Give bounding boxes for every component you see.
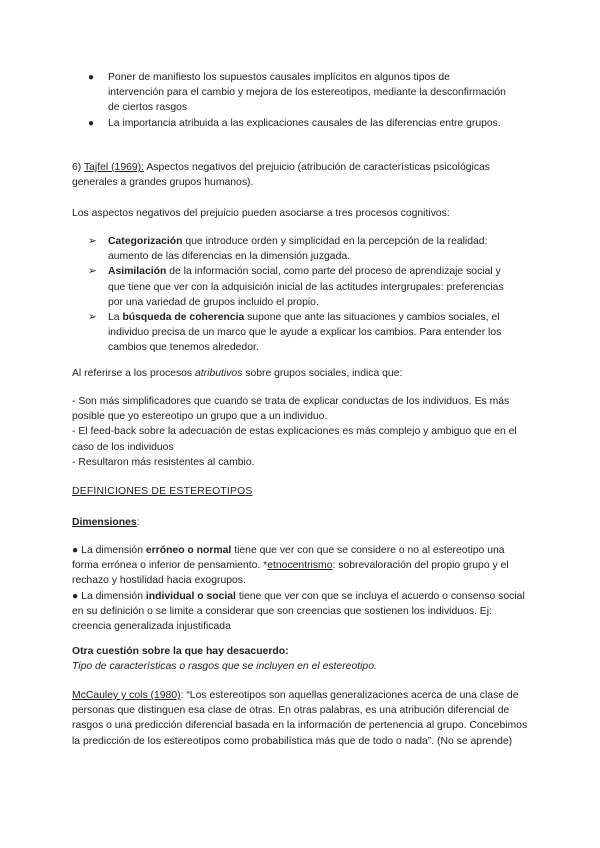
- bullet-list-top: [88, 70, 508, 131]
- list-item: [88, 116, 508, 131]
- term-bold: búsqueda de coherencia: [122, 312, 245, 324]
- procesos-list: [88, 234, 518, 356]
- term-bold: Asimilación: [108, 266, 167, 278]
- tajfel-citation: Tajfel (1969):: [83, 162, 145, 173]
- bullet-icon: ●: [88, 72, 95, 83]
- tajfel-paragraph: [72, 160, 532, 190]
- desacuerdo-title: Otra cuestión sobre la que hay desacuerdo:: [72, 646, 289, 657]
- desacuerdo-block: [72, 644, 532, 674]
- atributivos-paragraph: Al referirse a los procesos atributivos sobre grupos sociales, indica que:: [72, 368, 403, 379]
- dash-list: [72, 394, 532, 470]
- mccauley-citation: McCauley y cols (1980): [72, 690, 181, 701]
- arrow-bullet-icon: ➢: [88, 266, 97, 278]
- italic-term: atributivos: [195, 368, 243, 379]
- list-item: ➢ Asimilación de la información social, como parte del proceso de aprendizaje social y que tiene que ver con la adquisición inicial de las actitudes intergrupales: preferencias por una variedad de grupos incluido el propio.: [88, 266, 504, 308]
- bullet-icon: ●: [88, 117, 95, 129]
- list-item: ➢ La búsqueda de coherencia supone que ante las situaciones y cambios sociales, el individuo precisa de un marco que le ayude a explicar los cambios. Para entender los cambios que tenemos alrededor.: [88, 312, 502, 354]
- arrow-bullet-icon: ➢: [88, 236, 97, 247]
- bullet-text: La importancia atribuida a las explicaciones causales de las diferencias entre grupos.: [108, 117, 501, 129]
- list-item: [88, 70, 508, 116]
- dimension-individual: ● La dimensión individual o social tiene que ver con que se incluya el acuerdo o consenso social en su definición o se limite a considerar que son creencias que sostienen los individuos. Ej: creencia generalizada injustificada: [72, 590, 525, 633]
- dimensiones-block: [72, 543, 532, 634]
- mccauley-paragraph: McCauley y cols (1980): “Los estereotipos son aquellas generalizaciones acerca de una clase de personas que distinguen esa clase de otras. En otras palabras, es una atribución diferencial de rasgos o una predicción diferencial basada en la información de pertenencia al grupo. Concebimos la predicción de los estereotipos como probabilística más que de todo o nada”. (No se aprende): [72, 690, 528, 747]
- dash-item: - El feed-back sobre la adecuación de estas explicaciones es más complejo y ambiguo que en el caso de los individuos: [72, 426, 517, 453]
- bullet-text: Poner de manifiesto los supuestos causales implícitos en algunos tipos de intervención para el cambio y mejora de los estereotipos, mediante la desconfirmación de ciertos rasgos: [108, 72, 506, 114]
- list-item: ➢ Categorización que introduce orden y simplicidad en la percepción de la realidad: aumento de las diferencias en la dimensión juzgada.: [88, 236, 488, 263]
- dash-item: - Son más simplificadores que cuando se trata de explicar conductas de los individuos. Es más posible que yo estereotipo un grupo que a un individuo.: [72, 396, 510, 423]
- desacuerdo-subtitle: Tipo de características o rasgos que se incluyen en el estereotipo.: [72, 661, 377, 673]
- dash-item: - Resultaron más resistentes al cambio.: [72, 456, 255, 468]
- definiciones-heading: DEFINICIONES DE ESTEREOTIPOS: [72, 486, 253, 497]
- dimensiones-label: Dimensiones:: [72, 517, 140, 528]
- term-bold: Categorización: [108, 236, 183, 247]
- aspectos-intro: Los aspectos negativos del prejuicio pueden asociarse a tres procesos cognitivos:: [72, 208, 450, 219]
- dimension-erroneo: ● La dimensión erróneo o normal tiene que ver con que se considere o no al estereotipo una forma errónea o inferior de pensamiento. *etnocentrismo: sobrevaloración del propio grupo y el rechazo y hostilidad hacia exogrupos.: [72, 545, 509, 587]
- item-number: 6): [72, 162, 84, 173]
- tajfel-text: Aspectos negativos del prejuicio (atribución de características psicológicas generales a grandes grupos humanos).: [72, 162, 490, 189]
- etnocentrismo-term: etnocentrismo: [267, 560, 333, 572]
- arrow-bullet-icon: ➢: [88, 312, 97, 324]
